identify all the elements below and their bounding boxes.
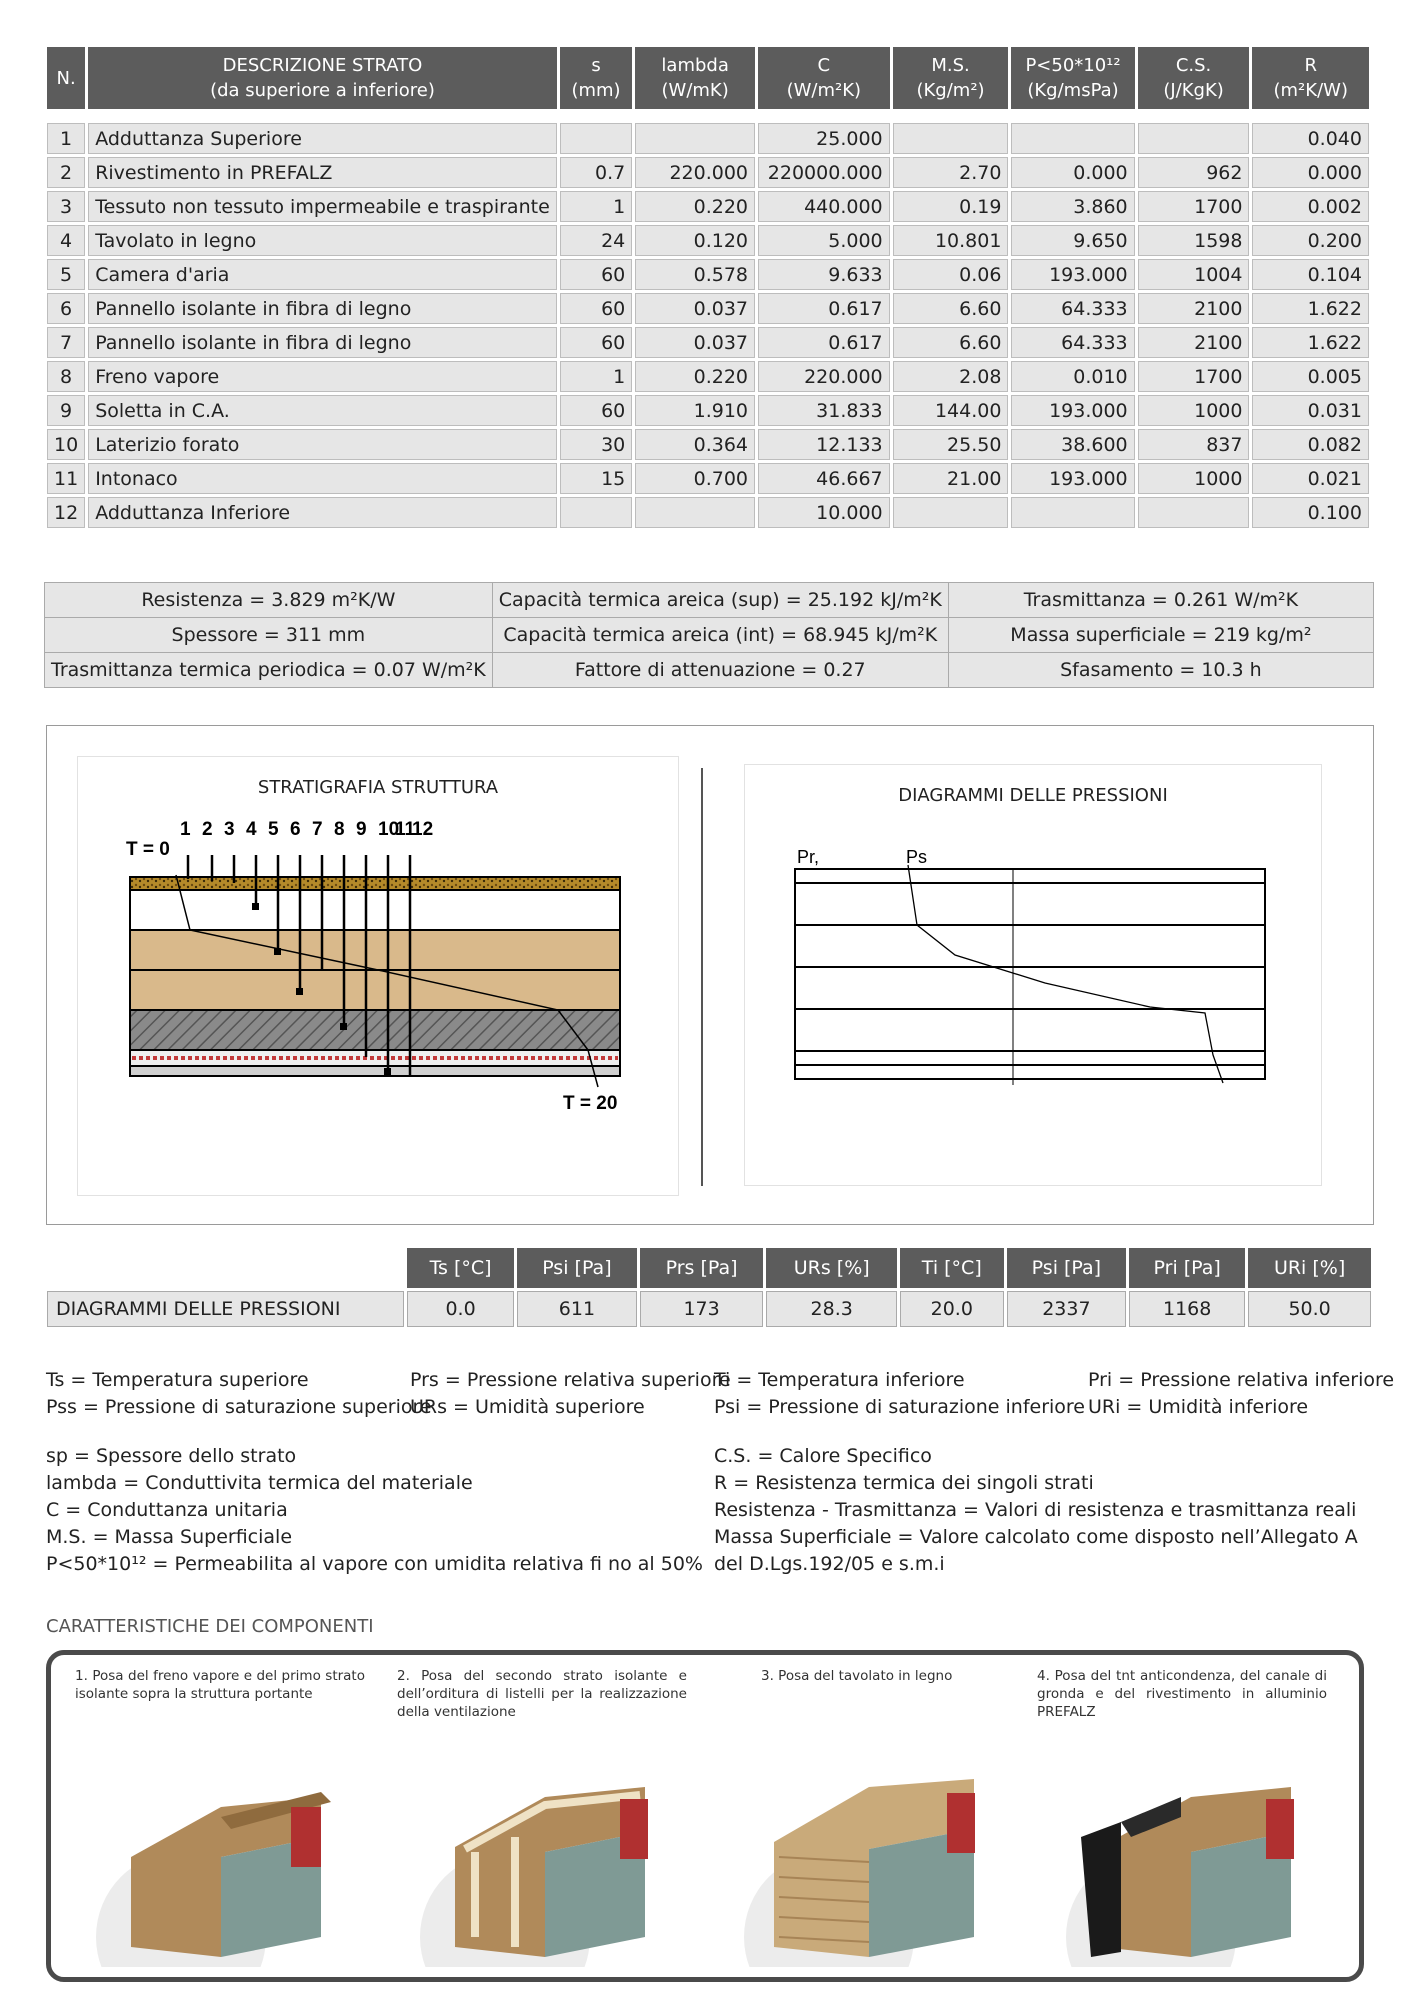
layer-block-plaster — [130, 1066, 620, 1076]
layer-value: 1 — [560, 361, 633, 392]
value-cell: 20.0 — [900, 1291, 1004, 1327]
layer-value: 0.031 — [1252, 395, 1369, 426]
layer-value: 1700 — [1138, 191, 1250, 222]
layer-index: 12 — [47, 497, 85, 528]
layer-value: 2.08 — [893, 361, 1009, 392]
layer-value: 0.220 — [635, 191, 755, 222]
layer-number-10: 10 — [378, 819, 400, 840]
layer-description: Camera d'aria — [88, 259, 557, 290]
header-cell: URi [%] — [1248, 1248, 1371, 1288]
layer-number-labels — [180, 819, 433, 840]
layer-value: 0.220 — [635, 361, 755, 392]
layer-value: 0.617 — [758, 293, 890, 324]
legend-item: Psi = Pressione di saturazione inferiore — [714, 1396, 1085, 1418]
layer-value: 220000.000 — [758, 157, 890, 188]
layer-index: 11 — [47, 463, 85, 494]
layer-number-7: 7 — [312, 819, 323, 840]
header-cell: M.S. (Kg/m²) — [893, 47, 1009, 109]
summary-cell: Capacità termica areica (sup) = 25.192 kJ/m²K — [492, 583, 948, 618]
layer-description: Rivestimento in PREFALZ — [88, 157, 557, 188]
legend-pressures-col4 — [1088, 1367, 1394, 1421]
stratigrafia-drawing — [78, 757, 678, 1195]
header-cell: Psi [Pa] — [517, 1248, 637, 1288]
layer-index: 4 — [47, 225, 85, 256]
layer-description: Intonaco — [88, 463, 557, 494]
layer-value: 0.578 — [635, 259, 755, 290]
layer-value: 2100 — [1138, 293, 1250, 324]
summary-row — [45, 583, 1374, 618]
layer-value: 31.833 — [758, 395, 890, 426]
header-cell: P<50*10¹² (Kg/msPa) — [1011, 47, 1134, 109]
layer-value: 0.200 — [1252, 225, 1369, 256]
layer-row — [47, 225, 1369, 256]
header-cell: C (W/m²K) — [758, 47, 890, 109]
step-caption-2: 2. Posa del secondo strato isolante e dell’orditura di listelli per la realizzazione della ventilazione — [397, 1668, 687, 1720]
layer-description: Pannello isolante in fibra di legno — [88, 327, 557, 358]
pressure-table-row — [47, 1291, 1371, 1327]
layer-value: 144.00 — [893, 395, 1009, 426]
legend-item: URi = Umidità inferiore — [1088, 1396, 1309, 1418]
pressure-table-header — [47, 1248, 1371, 1288]
summary-cell: Resistenza = 3.829 m²K/W — [45, 583, 493, 618]
value-cell: 1168 — [1129, 1291, 1245, 1327]
stratigrafia-title: STRATIGRAFIA STRUTTURA — [257, 777, 499, 798]
layer-index: 5 — [47, 259, 85, 290]
step-caption-1: 1. Posa del freno vapore e del primo strato isolante sopra la struttura portante — [75, 1668, 365, 1702]
layer-description: Tavolato in legno — [88, 225, 557, 256]
layer-value: 10.000 — [758, 497, 890, 528]
layer-index: 3 — [47, 191, 85, 222]
layer-value: 837 — [1138, 429, 1250, 460]
summary-table — [44, 582, 1374, 688]
header-cell: DESCRIZIONE STRATO (da superiore a inferiore) — [88, 47, 557, 109]
summary-cell: Massa superficiale = 219 kg/m² — [948, 618, 1373, 653]
legend-abbrev-left — [46, 1443, 703, 1578]
header-cell: N. — [47, 47, 85, 109]
legend-pressures-col3 — [714, 1367, 1085, 1421]
header-cell: Pri [Pa] — [1129, 1248, 1245, 1288]
summary-row — [45, 618, 1374, 653]
header-cell: C.S. (J/KgK) — [1138, 47, 1250, 109]
summary-row — [45, 653, 1374, 688]
summary-cell: Capacità termica areica (int) = 68.945 kJ/m²K — [492, 618, 948, 653]
header-cell: s (mm) — [560, 47, 633, 109]
layer-value: 193.000 — [1011, 395, 1134, 426]
pr-label: Pr, — [797, 847, 820, 867]
layer-value: 0.037 — [635, 293, 755, 324]
layer-index: 10 — [47, 429, 85, 460]
layer-value — [1138, 123, 1250, 154]
layer-description: Soletta in C.A. — [88, 395, 557, 426]
layer-value: 60 — [560, 259, 633, 290]
layer-number-11: 11 — [395, 819, 416, 840]
layer-value: 2.70 — [893, 157, 1009, 188]
layer-value — [893, 123, 1009, 154]
layer-row — [47, 463, 1369, 494]
layer-value: 0.7 — [560, 157, 633, 188]
layer-value: 15 — [560, 463, 633, 494]
layer-value — [635, 123, 755, 154]
value-cell: 2337 — [1007, 1291, 1127, 1327]
row-label: DIAGRAMMI DELLE PRESSIONI — [47, 1291, 404, 1327]
layer-value: 21.00 — [893, 463, 1009, 494]
header-cell: Ti [°C] — [900, 1248, 1004, 1288]
header-cell: Prs [Pa] — [640, 1248, 764, 1288]
value-cell: 28.3 — [766, 1291, 896, 1327]
layer-index: 1 — [47, 123, 85, 154]
layer-description: Pannello isolante in fibra di legno — [88, 293, 557, 324]
legend-item: M.S. = Massa Superficiale — [46, 1526, 293, 1548]
layer-value: 60 — [560, 293, 633, 324]
layer-value — [1011, 497, 1134, 528]
layer-value — [560, 123, 633, 154]
layer-value — [560, 497, 633, 528]
layer-value: 1598 — [1138, 225, 1250, 256]
layer-value: 1700 — [1138, 361, 1250, 392]
legend-item: sp = Spessore dello strato — [46, 1445, 297, 1467]
layer-value: 0.000 — [1252, 157, 1369, 188]
layer-value: 1000 — [1138, 463, 1250, 494]
layer-value: 1000 — [1138, 395, 1250, 426]
layer-value: 0.06 — [893, 259, 1009, 290]
layer-index: 8 — [47, 361, 85, 392]
layer-value: 220.000 — [635, 157, 755, 188]
layer-value: 962 — [1138, 157, 1250, 188]
layer-description: Freno vapore — [88, 361, 557, 392]
legend-item: Ti = Temperatura inferiore — [714, 1369, 965, 1391]
legend-item: Prs = Pressione relativa superiore — [410, 1369, 731, 1391]
layer-number-1: 1 — [180, 819, 191, 840]
layer-value: 0.104 — [1252, 259, 1369, 290]
layer-value: 12.133 — [758, 429, 890, 460]
layer-value: 0.021 — [1252, 463, 1369, 494]
layer-row — [47, 191, 1369, 222]
layer-row — [47, 395, 1369, 426]
value-cell: 0.0 — [407, 1291, 514, 1327]
layer-table-header — [47, 47, 1369, 109]
layer-value: 64.333 — [1011, 327, 1134, 358]
header-cell: Psi [Pa] — [1007, 1248, 1127, 1288]
layer-value: 24 — [560, 225, 633, 256]
layer-block-insulation-1 — [130, 930, 620, 970]
roof-illustration-4 — [1061, 1737, 1321, 1967]
layer-value: 0.19 — [893, 191, 1009, 222]
layer-value: 46.667 — [758, 463, 890, 494]
layer-number-9: 9 — [356, 819, 367, 840]
layer-description: Adduttanza Superiore — [88, 123, 557, 154]
summary-cell: Trasmittanza = 0.261 W/m²K — [948, 583, 1373, 618]
layer-value: 60 — [560, 395, 633, 426]
header-cell: Ts [°C] — [407, 1248, 514, 1288]
step-caption-3: 3. Posa del tavolato in legno — [761, 1668, 953, 1684]
layer-value: 60 — [560, 327, 633, 358]
roof-illustration-1 — [91, 1737, 351, 1967]
layer-number-12: 12 — [412, 819, 434, 840]
layer-value — [635, 497, 755, 528]
layer-table — [44, 44, 1372, 531]
layer-value: 1.910 — [635, 395, 755, 426]
layer-number-4: 4 — [246, 819, 257, 840]
layer-value: 9.633 — [758, 259, 890, 290]
ps-label: Ps — [906, 847, 928, 867]
summary-cell: Trasmittanza termica periodica = 0.07 W/m²K — [45, 653, 493, 688]
layer-value: 6.60 — [893, 327, 1009, 358]
layer-value: 64.333 — [1011, 293, 1134, 324]
layer-value: 2100 — [1138, 327, 1250, 358]
layer-row — [47, 259, 1369, 290]
layer-value: 25.50 — [893, 429, 1009, 460]
roof-illustration-2 — [415, 1737, 675, 1967]
layer-block-insulation-2 — [130, 970, 620, 1010]
layer-number-5: 5 — [268, 819, 279, 840]
legend-item: Massa Superficiale = Valore calcolato come disposto nell’Allegato A — [714, 1526, 1358, 1548]
layer-value — [893, 497, 1009, 528]
step-caption-4: 4. Posa del tnt anticondenza, del canale di gronda e del rivestimento in alluminio PREFALZ — [1037, 1668, 1327, 1720]
layer-value: 0.005 — [1252, 361, 1369, 392]
layer-index: 9 — [47, 395, 85, 426]
t-top-label: T = 0 — [126, 839, 170, 860]
layer-value: 0.000 — [1011, 157, 1134, 188]
layer-value: 0.617 — [758, 327, 890, 358]
layer-row — [47, 157, 1369, 188]
layer-value: 30 — [560, 429, 633, 460]
pressure-table — [44, 1245, 1374, 1330]
summary-cell: Sfasamento = 10.3 h — [948, 653, 1373, 688]
value-cell: 173 — [640, 1291, 764, 1327]
pressure-drawing — [745, 765, 1321, 1185]
layer-value: 5.000 — [758, 225, 890, 256]
layer-value: 3.860 — [1011, 191, 1134, 222]
value-cell: 50.0 — [1248, 1291, 1371, 1327]
layer-value: 38.600 — [1011, 429, 1134, 460]
header-cell: R (m²K/W) — [1252, 47, 1369, 109]
layer-number-3: 3 — [224, 819, 235, 840]
layer-value: 220.000 — [758, 361, 890, 392]
layer-value: 0.364 — [635, 429, 755, 460]
layer-row — [47, 497, 1369, 528]
t-bottom-label: T = 20 — [563, 1093, 618, 1114]
layer-value: 1.622 — [1252, 327, 1369, 358]
components-frame — [46, 1650, 1364, 1982]
summary-cell: Spessore = 311 mm — [45, 618, 493, 653]
legend-item: R = Resistenza termica dei singoli strati — [714, 1472, 1094, 1494]
roof-illustration-3 — [739, 1737, 999, 1967]
layer-value: 0.037 — [635, 327, 755, 358]
layer-block-air — [130, 890, 620, 930]
legend-item: del D.Lgs.192/05 e s.m.i — [714, 1553, 945, 1575]
header-cell: URs [%] — [766, 1248, 896, 1288]
panel-divider — [701, 768, 703, 1186]
layer-description: Tessuto non tessuto impermeabile e traspirante — [88, 191, 557, 222]
layer-value — [1011, 123, 1134, 154]
stratigrafia-panel — [77, 756, 679, 1196]
layer-index: 7 — [47, 327, 85, 358]
layer-index: 2 — [47, 157, 85, 188]
layer-row — [47, 429, 1369, 460]
layer-number-8: 8 — [334, 819, 345, 840]
layer-value: 1.622 — [1252, 293, 1369, 324]
layer-value: 0.120 — [635, 225, 755, 256]
layer-number-2: 2 — [202, 819, 213, 840]
layer-value: 0.700 — [635, 463, 755, 494]
layer-row — [47, 327, 1369, 358]
layer-value: 0.040 — [1252, 123, 1369, 154]
layer-block-cladding — [130, 877, 620, 890]
layer-row — [47, 361, 1369, 392]
pressure-title: DIAGRAMMI DELLE PRESSIONI — [898, 785, 1168, 806]
layer-value: 9.650 — [1011, 225, 1134, 256]
layer-value: 0.100 — [1252, 497, 1369, 528]
value-cell: 611 — [517, 1291, 637, 1327]
legend-item: C = Conduttanza unitaria — [46, 1499, 288, 1521]
layer-description: Adduttanza Inferiore — [88, 497, 557, 528]
layer-index: 6 — [47, 293, 85, 324]
legend-item: URs = Umidità superiore — [410, 1396, 645, 1418]
layer-value: 25.000 — [758, 123, 890, 154]
layer-value: 193.000 — [1011, 463, 1134, 494]
legend-abbrev-right — [714, 1443, 1358, 1578]
header-cell: lambda (W/mK) — [635, 47, 755, 109]
layer-value: 1 — [560, 191, 633, 222]
legend-item: Pss = Pressione di saturazione superiore — [46, 1396, 432, 1418]
legend-item: P<50*10¹² = Permeabilita al vapore con umidita relativa fi no al 50% — [46, 1553, 703, 1575]
legend-item: Ts = Temperatura superiore — [46, 1369, 309, 1391]
layer-value: 0.082 — [1252, 429, 1369, 460]
layer-row — [47, 123, 1369, 154]
layer-value — [1138, 497, 1250, 528]
layer-value: 6.60 — [893, 293, 1009, 324]
legend-item: lambda = Conduttivita termica del materiale — [46, 1472, 473, 1494]
layer-block-slab — [130, 1010, 620, 1050]
diagram-frame — [46, 725, 1374, 1225]
legend-pressures-col1 — [46, 1367, 432, 1421]
layer-number-6: 6 — [290, 819, 301, 840]
legend-item: C.S. = Calore Specifico — [714, 1445, 932, 1467]
layer-row — [47, 293, 1369, 324]
layer-value: 1004 — [1138, 259, 1250, 290]
legend-item: Resistenza - Trasmittanza = Valori di resistenza e trasmittanza reali — [714, 1499, 1357, 1521]
components-title: CARATTERISTICHE DEI COMPONENTI — [46, 1616, 374, 1637]
legend-item: Pri = Pressione relativa inferiore — [1088, 1369, 1395, 1391]
layer-value: 10.801 — [893, 225, 1009, 256]
legend-pressures-col2 — [410, 1367, 731, 1421]
pressure-panel — [744, 764, 1322, 1186]
layer-value: 0.010 — [1011, 361, 1134, 392]
summary-cell: Fattore di attenuazione = 0.27 — [492, 653, 948, 688]
layer-value: 0.002 — [1252, 191, 1369, 222]
layer-description: Laterizio forato — [88, 429, 557, 460]
layer-value: 193.000 — [1011, 259, 1134, 290]
layer-value: 440.000 — [758, 191, 890, 222]
